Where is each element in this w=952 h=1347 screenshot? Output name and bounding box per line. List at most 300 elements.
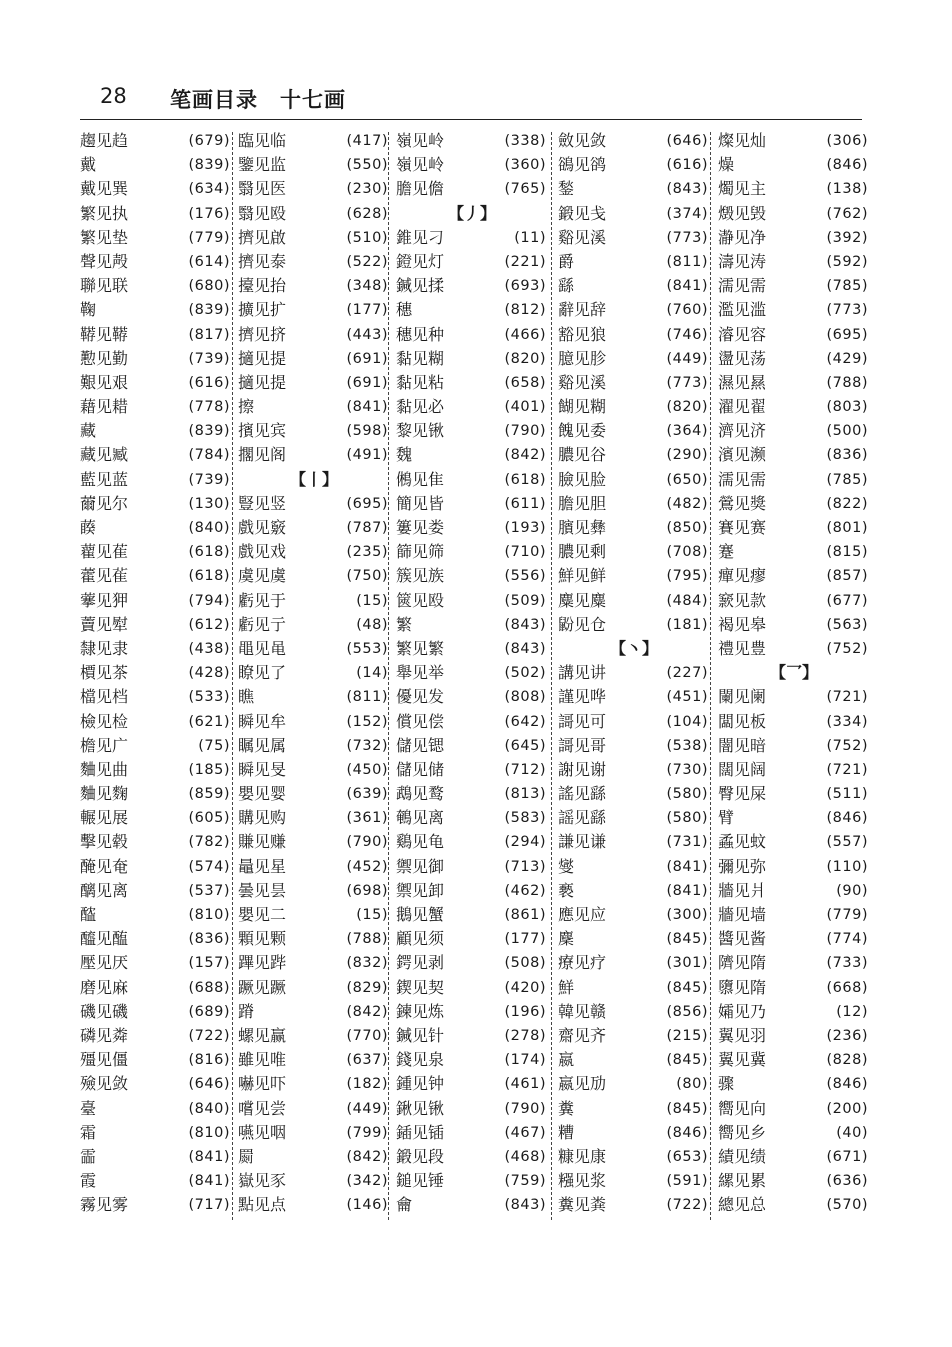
index-entry [238, 855, 390, 879]
entry-character: 濬见容 [718, 324, 767, 344]
entry-character: 儲见储 [396, 759, 445, 779]
index-entry [80, 177, 232, 201]
entry-page-ref: (731) [666, 834, 708, 851]
index-entry [558, 177, 710, 201]
entry-page-ref: (484) [666, 592, 708, 609]
index-entry [80, 903, 232, 927]
entry-character: 谿见溪 [558, 372, 607, 392]
index-entry [238, 637, 390, 661]
entry-page-ref: (563) [826, 616, 868, 633]
index-entry [396, 371, 548, 395]
index-entry [558, 855, 710, 879]
entry-character: 黏见糊 [396, 348, 445, 368]
entry-character: 濡见需 [718, 276, 767, 296]
entry-character: 戲见戏 [238, 542, 287, 562]
entry-character: 燮 [558, 856, 575, 876]
entry-page-ref: (461) [504, 1076, 546, 1093]
entry-character: 嬰见婴 [238, 784, 287, 804]
entry-character: 藍见蓝 [80, 469, 129, 489]
entry-character: 餬见糊 [558, 397, 607, 417]
entry-character: 濡见需 [718, 469, 767, 489]
entry-character: 檟见茶 [80, 663, 129, 683]
entry-character: 魏 [396, 445, 413, 465]
page-number: 28 [100, 84, 127, 108]
entry-page-ref: (306) [826, 133, 868, 149]
index-entry [396, 1145, 548, 1169]
entry-page-ref: (680) [188, 278, 230, 295]
entry-character: 盪见荡 [718, 348, 767, 368]
entry-page-ref: (177) [504, 931, 546, 948]
entry-page-ref: (75) [198, 737, 230, 754]
index-entry [238, 1145, 390, 1169]
entry-character: 濯见翟 [718, 397, 767, 417]
index-entry [396, 347, 548, 371]
entry-character: 嶽见豕 [238, 1171, 287, 1191]
index-entry [238, 177, 390, 201]
entry-page-ref: (815) [826, 544, 868, 561]
entry-page-ref: (808) [504, 689, 546, 706]
entry-character: 糟 [558, 1122, 575, 1142]
entry-page-ref: (450) [346, 761, 388, 778]
entry-character: 臆见胗 [558, 348, 607, 368]
entry-page-ref: (637) [346, 1052, 388, 1069]
index-entry [80, 734, 232, 758]
index-entry [718, 589, 870, 613]
entry-page-ref: (550) [346, 157, 388, 174]
entry-page-ref: (556) [504, 568, 546, 585]
entry-character: 應见应 [558, 905, 607, 924]
index-entry [80, 468, 232, 492]
entry-character: 鼢见仓 [558, 614, 607, 634]
index-entry [80, 419, 232, 443]
entry-character: 擦 [238, 397, 255, 417]
index-entry [80, 274, 232, 298]
entry-page-ref: (174) [504, 1052, 546, 1069]
index-entry [396, 1000, 548, 1024]
index-entry [396, 274, 548, 298]
entry-page-ref: (452) [346, 858, 388, 875]
index-entry [80, 1048, 232, 1072]
index-entry [396, 250, 548, 274]
entry-page-ref: (618) [504, 471, 546, 488]
index-entry [80, 830, 232, 854]
entry-page-ref: (739) [188, 350, 230, 367]
index-entry [718, 395, 870, 419]
entry-character: 鷄见龟 [396, 832, 445, 852]
index-entry [558, 903, 710, 927]
index-entry [718, 782, 870, 806]
index-entry [718, 226, 870, 250]
entry-page-ref: (839) [188, 423, 230, 440]
index-entry [718, 976, 870, 1000]
entry-page-ref: (721) [826, 761, 868, 778]
entry-page-ref: (785) [826, 471, 868, 488]
entry-page-ref: (759) [504, 1173, 546, 1190]
entry-character: 繁 [396, 614, 413, 634]
entry-page-ref: (611) [504, 495, 546, 512]
index-entry [396, 1072, 548, 1096]
entry-page-ref: (712) [504, 761, 546, 778]
index-entry [718, 1000, 870, 1024]
entry-page-ref: (138) [826, 181, 868, 198]
index-entry [238, 129, 390, 153]
index-entry [558, 298, 710, 322]
entry-character: 擱见阁 [238, 445, 287, 465]
entry-page-ref: (196) [504, 1003, 546, 1020]
index-entry [558, 468, 710, 492]
index-entry [718, 419, 870, 443]
entry-character: 黽见黾 [238, 638, 287, 658]
entry-page-ref: (14) [356, 665, 388, 682]
entry-character: 磨见麻 [80, 977, 129, 997]
entry-page-ref: (342) [346, 1173, 388, 1190]
entry-character: 禦见御 [396, 856, 445, 876]
index-entry [558, 661, 710, 685]
entry-character: 谿见溪 [558, 227, 607, 247]
entry-page-ref: (829) [346, 979, 388, 996]
entry-page-ref: (110) [826, 858, 868, 875]
entry-character: 舉见举 [396, 663, 445, 683]
index-entry [718, 274, 870, 298]
entry-page-ref: (130) [188, 495, 230, 512]
entry-page-ref: (841) [666, 858, 708, 875]
entry-character: 黏见必 [396, 397, 445, 417]
entry-page-ref: (817) [188, 326, 230, 343]
index-entry [558, 443, 710, 467]
index-entry [80, 927, 232, 951]
entry-page-ref: (48) [356, 616, 388, 633]
index-entry [718, 734, 870, 758]
index-entry [238, 540, 390, 564]
entry-page-ref: (762) [826, 205, 868, 222]
entry-character: 燦见灿 [718, 131, 767, 150]
entry-character: 壓见厌 [80, 953, 129, 973]
entry-page-ref: (574) [188, 858, 230, 875]
entry-page-ref: (598) [346, 423, 388, 440]
column-divider [388, 132, 389, 1220]
entry-page-ref: (671) [826, 1148, 868, 1165]
entry-page-ref: (820) [504, 350, 546, 367]
entry-page-ref: (832) [346, 955, 388, 972]
entry-character: 穗见种 [396, 324, 445, 344]
entry-page-ref: (628) [346, 205, 388, 222]
index-entry [558, 1097, 710, 1121]
index-entry [396, 903, 548, 927]
entry-page-ref: (839) [188, 157, 230, 174]
index-entry [238, 395, 390, 419]
entry-character: 鍼见针 [396, 1025, 445, 1045]
entry-character: 牆见爿 [718, 880, 767, 900]
entry-page-ref: (691) [346, 374, 388, 391]
index-entry [558, 564, 710, 588]
index-entry [80, 1145, 232, 1169]
stroke-section-heading: 【丶】 [609, 638, 658, 658]
entry-page-ref: (695) [346, 495, 388, 512]
entry-page-ref: (612) [188, 616, 230, 633]
page-header [100, 84, 860, 114]
entry-page-ref: (846) [826, 1076, 868, 1093]
index-entry [80, 976, 232, 1000]
index-entry [396, 1097, 548, 1121]
index-entry [558, 734, 710, 758]
entry-page-ref: (856) [666, 1003, 708, 1020]
entry-character: 豁见狼 [558, 324, 607, 344]
entry-page-ref: (466) [504, 326, 546, 343]
entry-page-ref: (840) [188, 1100, 230, 1117]
entry-page-ref: (722) [666, 1197, 708, 1214]
entry-character: 擯见宾 [238, 421, 287, 441]
entry-page-ref: (788) [826, 374, 868, 391]
entry-character: 鑒见监 [238, 155, 287, 175]
entry-page-ref: (646) [666, 133, 708, 149]
index-entry [238, 323, 390, 347]
entry-page-ref: (580) [666, 810, 708, 827]
index-entry [558, 347, 710, 371]
entry-page-ref: (642) [504, 713, 546, 730]
index-entry [718, 1097, 870, 1121]
entry-character: 鍛见戋 [558, 203, 607, 223]
index-entry [718, 129, 870, 153]
entry-page-ref: (810) [188, 907, 230, 923]
index-entry [718, 564, 870, 588]
index-entry [558, 371, 710, 395]
entry-character: 醓 [80, 905, 97, 924]
entry-page-ref: (750) [346, 568, 388, 585]
entry-character: 臀见屎 [718, 784, 767, 804]
entry-character: 闆见板 [718, 711, 767, 731]
entry-character: 嶺见岭 [396, 131, 445, 150]
index-entry [238, 492, 390, 516]
entry-character: 糞 [558, 1098, 575, 1118]
entry-character: 黏见粘 [396, 372, 445, 392]
entry-character: 優见发 [396, 687, 445, 707]
index-entry [558, 1193, 710, 1217]
entry-page-ref: (677) [826, 592, 868, 609]
index-entry [80, 395, 232, 419]
index-entry [718, 806, 870, 830]
index-entry [558, 879, 710, 903]
index-entry [238, 806, 390, 830]
entry-character: 縲见累 [718, 1171, 767, 1191]
index-entry [396, 806, 548, 830]
entry-character: 總见总 [718, 1195, 767, 1215]
entry-character: 磷见粦 [80, 1025, 129, 1045]
index-entry [396, 226, 548, 250]
entry-character: 療见疗 [558, 953, 607, 973]
entry-character: 鵒见鹆 [558, 155, 607, 175]
entry-page-ref: (639) [346, 786, 388, 803]
index-entry [238, 661, 390, 685]
index-entry [238, 710, 390, 734]
entry-character: 聯见联 [80, 276, 129, 296]
entry-page-ref: (790) [504, 423, 546, 440]
index-entry [558, 927, 710, 951]
entry-page-ref: (510) [346, 229, 388, 246]
entry-page-ref: (746) [666, 326, 708, 343]
entry-character: 講见讲 [558, 663, 607, 683]
entry-character: 彌见弥 [718, 856, 767, 876]
index-entry [718, 298, 870, 322]
entry-character: 嚥见咽 [238, 1122, 287, 1142]
index-entry [558, 951, 710, 975]
index-entry [80, 661, 232, 685]
entry-character: 鍼见揉 [396, 276, 445, 296]
index-column-4 [558, 129, 710, 1217]
entry-page-ref: (693) [504, 278, 546, 295]
entry-page-ref: (80) [676, 1076, 708, 1093]
entry-character: 斂见敛 [558, 131, 607, 150]
entry-page-ref: (438) [188, 640, 230, 657]
index-entry [396, 613, 548, 637]
index-column-5 [718, 129, 870, 1217]
index-entry [558, 250, 710, 274]
entry-page-ref: (614) [188, 253, 230, 270]
entry-page-ref: (774) [826, 931, 868, 948]
entry-page-ref: (11) [514, 229, 546, 246]
entry-character: 簍见娄 [396, 518, 445, 537]
entry-character: 齋见齐 [558, 1025, 607, 1045]
entry-character: 隮见隋 [718, 953, 767, 973]
index-entry [80, 347, 232, 371]
index-entry [396, 298, 548, 322]
index-entry [396, 323, 548, 347]
index-entry [80, 782, 232, 806]
entry-page-ref: (636) [826, 1173, 868, 1190]
index-entry [238, 782, 390, 806]
entry-character: 蹕见跸 [238, 953, 287, 973]
entry-page-ref: (836) [188, 931, 230, 948]
entry-character: 鶯见獎 [718, 493, 767, 513]
entry-page-ref: (841) [666, 278, 708, 295]
entry-page-ref: (294) [504, 834, 546, 851]
entry-character: 蹇 [718, 542, 735, 562]
entry-character: 錢见泉 [396, 1050, 445, 1070]
entry-character: 擡见抬 [238, 276, 287, 296]
entry-character: 窾见款 [718, 590, 767, 610]
entry-page-ref: (811) [346, 689, 388, 706]
entry-page-ref: (679) [188, 133, 230, 149]
index-entry [238, 347, 390, 371]
index-entry [558, 1000, 710, 1024]
index-entry [558, 1024, 710, 1048]
entry-page-ref: (449) [666, 350, 708, 367]
entry-page-ref: (668) [826, 979, 868, 996]
entry-character: 繇 [558, 276, 575, 296]
entry-page-ref: (522) [346, 253, 388, 270]
index-entry [80, 879, 232, 903]
entry-page-ref: (843) [504, 640, 546, 657]
index-entry [238, 1000, 390, 1024]
entry-character: 辭见辞 [558, 300, 607, 320]
index-entry [558, 323, 710, 347]
index-entry [558, 492, 710, 516]
index-entry [718, 323, 870, 347]
index-entry [718, 1048, 870, 1072]
index-entry [80, 685, 232, 709]
entry-page-ref: (468) [504, 1148, 546, 1165]
index-entry [238, 443, 390, 467]
entry-character: 臂 [718, 808, 735, 828]
entry-page-ref: (710) [504, 544, 546, 561]
entry-page-ref: (717) [188, 1197, 230, 1214]
entry-page-ref: (364) [666, 423, 708, 440]
entry-page-ref: (570) [826, 1197, 868, 1214]
entry-page-ref: (845) [666, 1052, 708, 1069]
entry-character: 翳见医 [238, 179, 287, 199]
entry-character: 膿见谷 [558, 445, 607, 465]
index-entry [238, 758, 390, 782]
entry-character: 謌见哥 [558, 735, 607, 755]
index-entry [238, 685, 390, 709]
index-entry [80, 1121, 232, 1145]
entry-character: 虧见于 [238, 590, 287, 610]
entry-character: 鵝见蟹 [396, 905, 445, 924]
entry-character: 隳见隋 [718, 977, 767, 997]
index-entry [80, 951, 232, 975]
entry-page-ref: (278) [504, 1027, 546, 1044]
index-entry [80, 637, 232, 661]
entry-character: 繁见繁 [396, 638, 445, 658]
index-column-3 [396, 129, 548, 1217]
entry-page-ref: (708) [666, 544, 708, 561]
entry-character: 簇见族 [396, 566, 445, 586]
index-entry [718, 613, 870, 637]
index-entry [80, 855, 232, 879]
entry-page-ref: (646) [188, 1076, 230, 1093]
entry-character: 濫见滥 [718, 300, 767, 320]
entry-page-ref: (816) [188, 1052, 230, 1069]
entry-character: 霝 [80, 1146, 97, 1166]
entry-page-ref: (857) [826, 568, 868, 585]
entry-character: 謝见谢 [558, 759, 607, 779]
index-entry [396, 951, 548, 975]
entry-character: 賺见赚 [238, 832, 287, 852]
index-entry [396, 540, 548, 564]
entry-character: 檢见检 [80, 711, 129, 731]
index-entry [396, 1121, 548, 1145]
entry-character: 艱见艰 [80, 372, 129, 392]
index-entry [718, 1145, 870, 1169]
entry-page-ref: (443) [346, 326, 388, 343]
entry-character: 嬰见二 [238, 905, 287, 924]
entry-character: 點见点 [238, 1195, 287, 1215]
index-entry [396, 855, 548, 879]
index-entry [238, 951, 390, 975]
entry-character: 聲见殸 [80, 251, 129, 271]
entry-character: 豎见竖 [238, 493, 287, 513]
index-entry [238, 1121, 390, 1145]
entry-character: 鐙见灯 [396, 251, 445, 271]
index-entry [558, 1048, 710, 1072]
column-divider [232, 132, 233, 1220]
entry-page-ref: (482) [666, 495, 708, 512]
entry-page-ref: (841) [346, 399, 388, 416]
entry-character: 嚮见乡 [718, 1122, 767, 1142]
entry-page-ref: (290) [666, 447, 708, 464]
entry-character: 闊见阔 [718, 759, 767, 779]
index-entry [558, 685, 710, 709]
entry-page-ref: (721) [826, 689, 868, 706]
entry-character: 嚮见向 [718, 1098, 767, 1118]
entry-page-ref: (300) [666, 907, 708, 923]
index-entry [396, 879, 548, 903]
entry-character: 藆见狎 [80, 590, 129, 610]
entry-page-ref: (417) [346, 133, 388, 149]
entry-page-ref: (182) [346, 1076, 388, 1093]
entry-character: 黎见锹 [396, 421, 445, 441]
entry-character: 藋见萑 [80, 542, 129, 562]
index-entry [80, 129, 232, 153]
